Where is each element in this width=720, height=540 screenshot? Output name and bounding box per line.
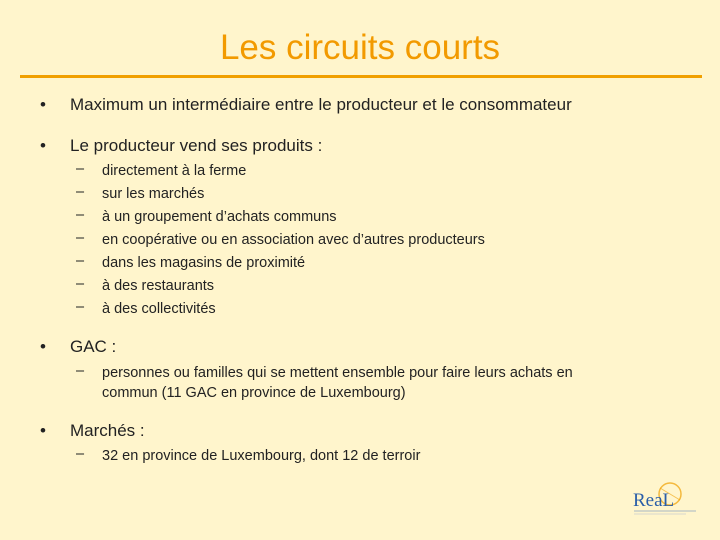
sub-bullet-text: à un groupement d’achats communs [102,209,337,225]
bullet-icon: • [40,136,46,155]
slide-title: Les circuits courts [219,28,501,67]
dash-icon: – [76,207,85,223]
dash-icon: – [76,161,85,177]
real-logo [630,478,700,518]
title-divider [20,75,702,78]
sub-bullet-text: sur les marchés [102,186,205,202]
bullet-text: GAC : [70,337,117,356]
logo-text: ReaL [633,490,675,511]
dash-icon: – [76,363,85,379]
sub-bullet-text: directement à la ferme [102,163,247,179]
bullet-icon: • [40,337,46,356]
dash-icon: – [76,446,85,462]
sub-bullet-text: en coopérative ou en association avec d’autres producteurs [102,232,485,248]
sub-bullet-text: à des restaurants [102,278,215,294]
bullet-text: Marchés : [70,421,145,440]
dash-icon: – [76,230,85,246]
bullet-icon: • [40,95,46,114]
dash-icon: – [76,253,85,269]
sub-bullet-text: commun (11 GAC en province de Luxembourg) [102,385,406,401]
dash-icon: – [76,276,85,292]
dash-icon: – [76,299,85,315]
sub-bullet-text: dans les magasins de proximité [102,255,306,271]
bullet-text: Le producteur vend ses produits : [70,136,323,155]
sub-bullet-text: à des collectivités [102,301,216,317]
bullet-icon: • [40,421,46,440]
dash-icon: – [76,184,85,200]
sub-bullet-text: personnes ou familles qui se mettent ensemble pour faire leurs achats en [102,365,573,381]
sub-bullet-text: 32 en province de Luxembourg, dont 12 de terroir [102,448,421,464]
bullet-text: Maximum un intermédiaire entre le producteur et le consommateur [70,95,572,114]
